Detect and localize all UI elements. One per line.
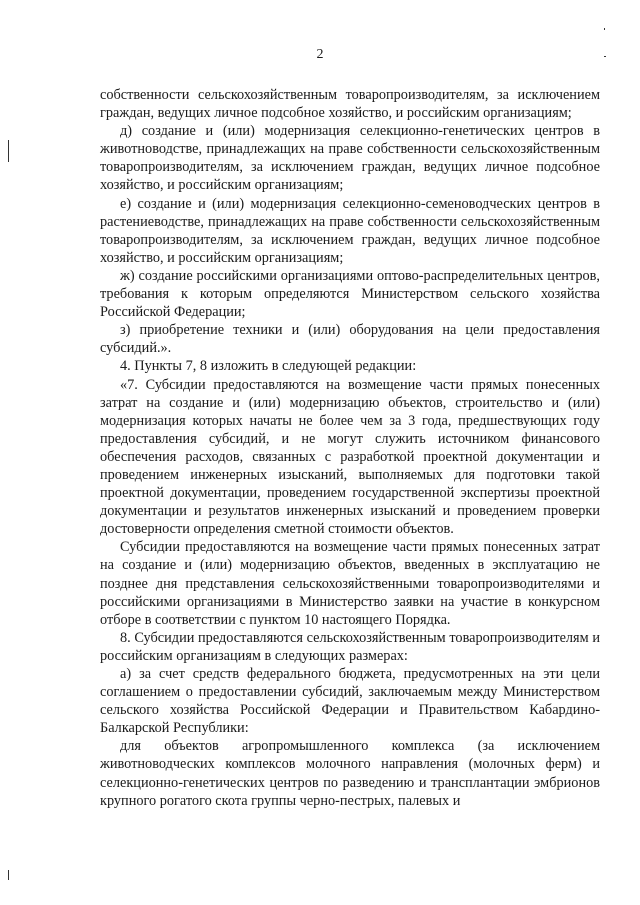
paragraph-clause-7: «7. Субсидии предоставляются на возмещение части прямых понесенных затрат на создание и (или) модернизацию объектов, строительство и (или) модернизация которых начаты не более чем за 3 года, предшествующих году предоставления субсидий, и не могут служить источником финансового обеспечения расходов, связанных с разработкой проектной документации и проведением инженерных изысканий, выполняемых для подготовки такой проектной документации, проведением государственной экспертизы проектной документации и результатов инженерных изысканий и проведением проверки достоверности определения сметной стоимости объектов. [100,376,600,538]
paragraph-ownership-continuation: собственности сельскохозяйственным товаропроизводителям, за исключением граждан, ведущих личное подсобное хозяйство, и российским организациям; [100,87,600,122]
paragraph-item-e: е) создание и (или) модернизация селекционно-семеноводческих центров в растениеводстве, принадлежащих на праве собственности сельскохозяйственным товаропроизводителям, за исключением граждан, ведущих личное подсобное хозяйство, и российским организациям; [100,195,600,266]
paragraph-clause-8-a: а) за счет средств федерального бюджета, предусмотренных на эти цели соглашением о предоставлении субсидий, заключаемым между Министерством сельского хозяйства Российской Федерации и Правительством Кабардино-Балкарской Республики: [100,666,600,737]
paragraph-item-zh: ж) создание российскими организациями оптово-распределительных центров, требования к которым определяются Министерством сельского хозяйства Российской Федерации; [100,267,600,321]
paragraph-item-d: д) создание и (или) модернизация селекционно-генетических центров в животноводстве, принадлежащих на праве собственности сельскохозяйственным товаропроизводителям, за исключением граждан, ведущих личное подсобное хозяйство, и российским организациям; [100,123,600,194]
scan-artifact-left-bottom [8,870,9,880]
paragraph-agro-objects: для объектов агропромышленного комплекса (за исключением животноводческих комплексов молочного направления (молочных ферм) и селекционно-генетических центров по разведению и трансплантации эмбрионов крупного рогатого скота группы черно-пестрых, палевых и [100,738,600,809]
scan-artifact-right-top [604,28,605,30]
paragraph-point-4: 4. Пункты 7, 8 изложить в следующей редакции: [120,358,417,375]
paragraph-item-z: з) приобретение техники и (или) оборудования на цели предоставления субсидий.». [100,322,600,357]
paragraph-clause-7-subsidies: Субсидии предоставляются на возмещение части прямых понесенных затрат на создание и (или) модернизацию объектов, введенных в эксплуатацию не позднее дня представления сельскохозяйственными товаропроизводителями и российскими организациями в Министерство заявки на участие в конкурсном отборе в соответствии с пунктом 10 настоящего Порядка. [100,539,600,628]
paragraph-clause-8: 8. Субсидии предоставляются сельскохозяйственным товаропроизводителям и российским организациям в следующих размерах: [100,629,600,664]
scan-artifact-left-top [8,140,9,162]
scan-artifact-right-dot [604,56,606,57]
page-number: 2 [316,47,324,62]
document-body [100,86,600,810]
